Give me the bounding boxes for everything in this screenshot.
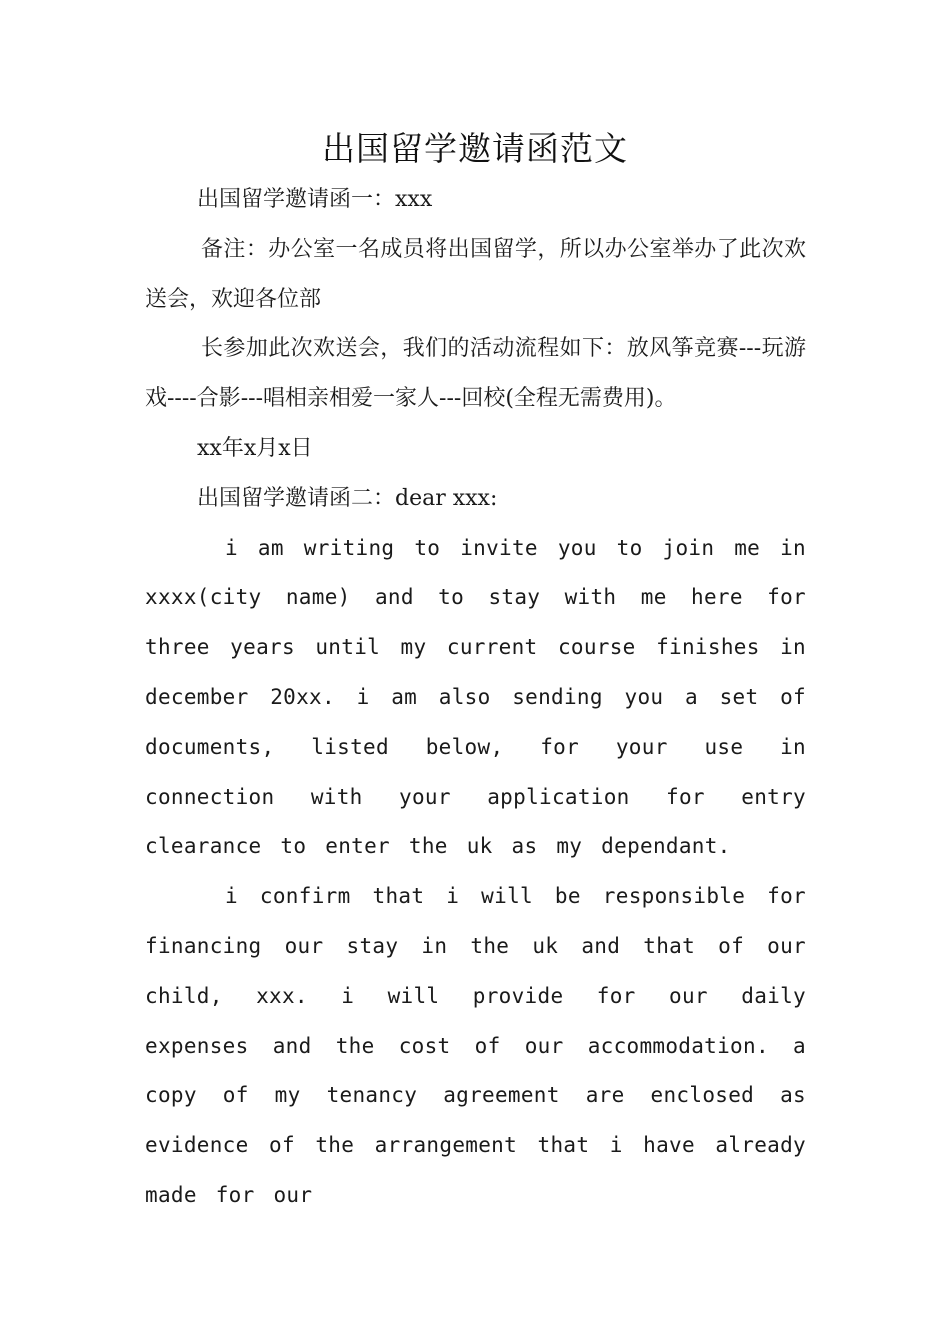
document-title: 出国留学邀请函范文 xyxy=(322,129,628,168)
paragraph-invitation-one-heading: 出国留学邀请函一：xxx xyxy=(197,187,433,212)
paragraph-note: 备注：办公室一名成员将出国留学，所以办公室举办了此次欢送会，欢迎各位部 xyxy=(145,236,806,312)
paragraph-english-invitation: i am writing to invite you to join me in xxxx(city name) and to stay with me here for three years until my current course finishes in december 20xx. i am also sending you a set of documents, listed below, for your use in connection with your application for entry clearance to enter the uk as my dependant. xyxy=(145,535,806,859)
document-body xyxy=(145,175,806,1221)
paragraph-activity-flow: 长参加此次欢送会，我们的活动流程如下：放风筝竞赛---玩游戏----合影---唱相亲相爱一家人---回校(全程无需费用)。 xyxy=(145,336,806,412)
paragraph-invitation-two-heading: 出国留学邀请函二：dear xxx: xyxy=(197,485,498,511)
paragraph-english-financing: i confirm that i will be responsible for financing our stay in the uk and that of our child, xxx. i will provide for our daily expenses and the cost of our accommodation. a copy of my tenancy agreement are enclosed as evidence of the arrangement that i have already made for our xyxy=(145,884,806,1207)
paragraph-date: xx年x月x日 xyxy=(197,435,313,461)
